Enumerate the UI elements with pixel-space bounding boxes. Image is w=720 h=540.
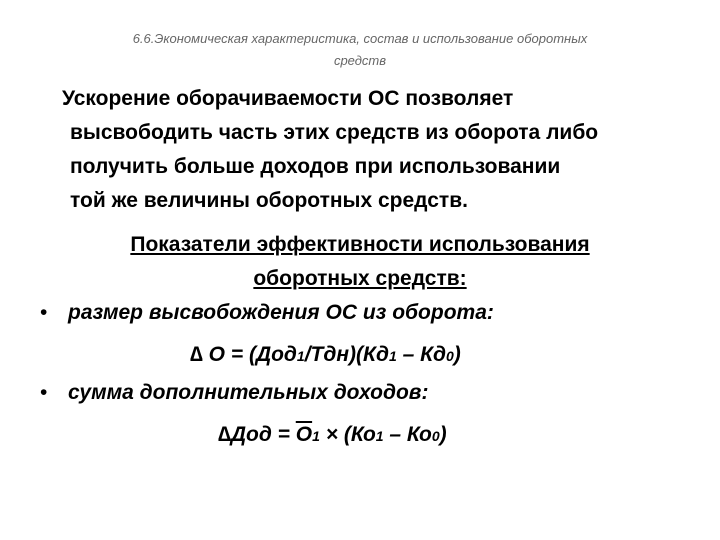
bullet-item-release bbox=[40, 298, 680, 328]
bullet-marker: • bbox=[40, 381, 48, 404]
formula-index: 1 bbox=[388, 348, 397, 364]
intro-line-3: получить больше доходов при использовании bbox=[70, 155, 561, 178]
header-line-2: средств bbox=[333, 53, 387, 68]
formula-income bbox=[0, 420, 720, 451]
formula-part: × (Ко bbox=[319, 423, 376, 446]
formula-part: ) bbox=[439, 423, 447, 446]
formula-index: 1 bbox=[312, 428, 320, 444]
indicators-heading bbox=[60, 228, 660, 296]
formula-part: – Ко bbox=[383, 423, 432, 446]
formula-index: 0 bbox=[431, 428, 440, 444]
formula-part: /Тдн)(Кд bbox=[304, 343, 389, 366]
formula-part: – Кд bbox=[396, 343, 446, 366]
intro-paragraph bbox=[62, 82, 662, 218]
intro-line-2: высвободить часть этих средств из оборота либо bbox=[70, 121, 599, 144]
bullet-item-income bbox=[40, 378, 680, 408]
intro-line-4: той же величины оборотных средств. bbox=[70, 189, 468, 212]
indicators-line-1: Показатели эффективности использования bbox=[130, 233, 590, 256]
formula-part: ∆Дод = bbox=[218, 423, 296, 446]
formula-index: 0 bbox=[445, 348, 454, 364]
intro-line-1: Ускорение оборачиваемости ОС позволяет bbox=[62, 87, 514, 110]
formula-part: ) bbox=[453, 343, 461, 366]
bullet-text: размер высвобождения ОС из оборота: bbox=[68, 301, 494, 324]
indicators-line-2: оборотных средств: bbox=[253, 267, 467, 290]
formula-overline-symbol: О bbox=[295, 423, 313, 446]
bullet-marker: • bbox=[40, 301, 48, 324]
header-line-1: 6.6.Экономическая характеристика, состав и использование оборотных bbox=[132, 31, 588, 46]
formula-index: 1 bbox=[296, 348, 305, 364]
formula-release bbox=[0, 340, 720, 371]
slide-header bbox=[60, 28, 660, 72]
bullet-text: сумма дополнительных доходов: bbox=[68, 381, 429, 404]
formula-part: ∆ О = (Дод bbox=[190, 343, 297, 366]
formula-index: 1 bbox=[375, 428, 384, 444]
